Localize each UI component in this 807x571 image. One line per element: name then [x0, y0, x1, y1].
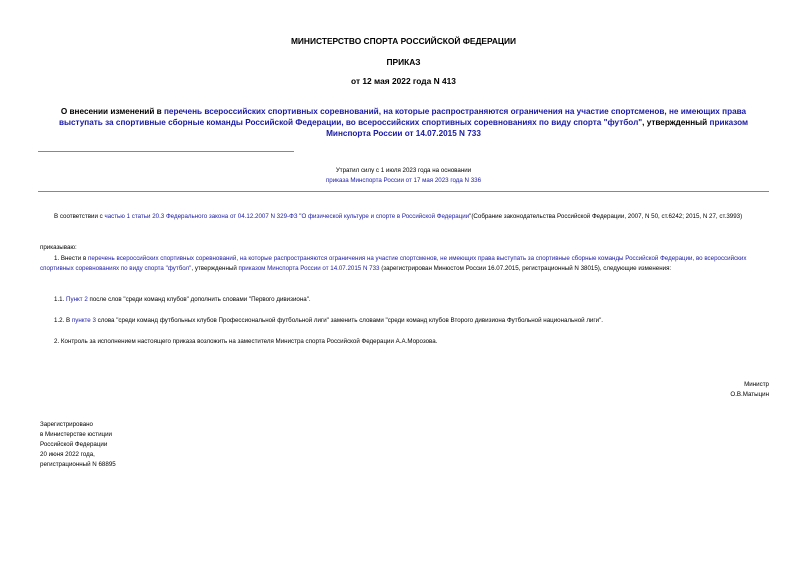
registration-block	[40, 420, 116, 470]
title-link-order[interactable]: приказом Минспорта России от 14.07.2015 N 733	[326, 118, 749, 138]
paragraph-item-2: 2. Контроль за исполнением настоящего приказа возложить на заместителя Министра спорта Российской Федерации А.А.Морозова.	[54, 338, 438, 345]
p2-prefix: 1. Внести в	[54, 255, 88, 262]
p1-mid: "	[297, 213, 302, 220]
p2-suffix: (зарегистрирован Минюстом России 16.07.2015, регистрационный N 38015), следующие изменения:	[379, 265, 672, 272]
title-link-list[interactable]: перечень всероссийских спортивных соревнований, на которые распространяются ограничения на участие спортсменов, не имеющих права выступать за спортивные сборные команды Российской Федерации, во всероссийских спортивных соревнованиях по виду спорта "футбол"	[58, 107, 747, 127]
p1-suffix: "(Собрание законодательства Российской Федерации, 2007, N 50, ст.6242; 2015, N 27, ст.3993)	[469, 213, 743, 220]
paragraph-basis	[40, 212, 770, 222]
doc-type-heading: ПРИКАЗ	[386, 57, 421, 67]
signature-block	[730, 380, 769, 400]
p4-suffix: слова "среди команд футбольных клубов Профессиональной футбольной лиги" заменить словами "среди команд клубов Второго дивизиона Футбольной национальной лиги".	[95, 317, 604, 324]
title-middle: , утвержденный	[642, 118, 710, 127]
p1-prefix: В соответствии с	[54, 213, 105, 220]
status-note-link[interactable]: приказа Минспорта России от 17 мая 2023 года N 336	[325, 177, 482, 184]
p2-mid: , утвержденный	[191, 265, 239, 272]
p4-point-link[interactable]: пункте 3	[71, 317, 96, 324]
date-number-heading: от 12 мая 2022 года N 413	[351, 76, 456, 86]
separator-long	[38, 191, 769, 192]
registration-line-2: в Министерстве юстиции	[40, 431, 113, 438]
registration-line-3: Российской Федерации	[40, 441, 108, 448]
p3-suffix: после слов "среди команд клубов" дополнить словами "Первого дивизиона".	[87, 296, 311, 303]
p1-law-title-link[interactable]: О физической культуре и спорте в Российской Федерации	[301, 213, 470, 220]
registration-line-1: Зарегистрировано	[40, 421, 93, 428]
status-note-text: Утратил силу с 1 июля 2023 года на основании	[335, 167, 472, 174]
ministry-heading: МИНИСТЕРСТВО СПОРТА РОССИЙСКОЙ ФЕДЕРАЦИИ	[290, 36, 517, 46]
p2-list-link[interactable]: перечень всероссийских спортивных соревнований, на которые распространяются ограничения на участие спортсменов, не имеющих права выступать за спортивные сборные команды Российской Федерации, во всероссийских спортивных соревнованиях по виду спорта "футбол"	[40, 255, 747, 272]
signature-name: О.В.Матыцин	[730, 391, 769, 398]
registration-line-5: регистрационный N 68895	[40, 461, 116, 468]
p3-prefix: 1.1.	[54, 296, 67, 303]
separator-short	[38, 151, 294, 152]
p1-law-article-link[interactable]: частью 1 статьи 20.3 Федерального закона от 04.12.2007 N 329-ФЗ	[104, 213, 298, 220]
signature-position: Министр	[744, 381, 769, 388]
paragraph-item-1-1	[40, 295, 770, 305]
paragraph-item-1-2	[40, 316, 770, 326]
order-word: приказываю:	[40, 244, 77, 251]
p4-prefix: 1.2. В	[54, 317, 72, 324]
registration-line-4: 20 июня 2022 года,	[40, 451, 95, 458]
paragraph-item-1	[40, 254, 770, 274]
title-prefix: О внесении изменений в	[60, 107, 164, 116]
p2-order-link[interactable]: приказом Минспорта России от 14.07.2015 N 733	[238, 265, 380, 272]
p3-point-link[interactable]: Пункт 2	[66, 296, 88, 303]
document-title	[40, 106, 767, 139]
status-note	[0, 166, 807, 186]
